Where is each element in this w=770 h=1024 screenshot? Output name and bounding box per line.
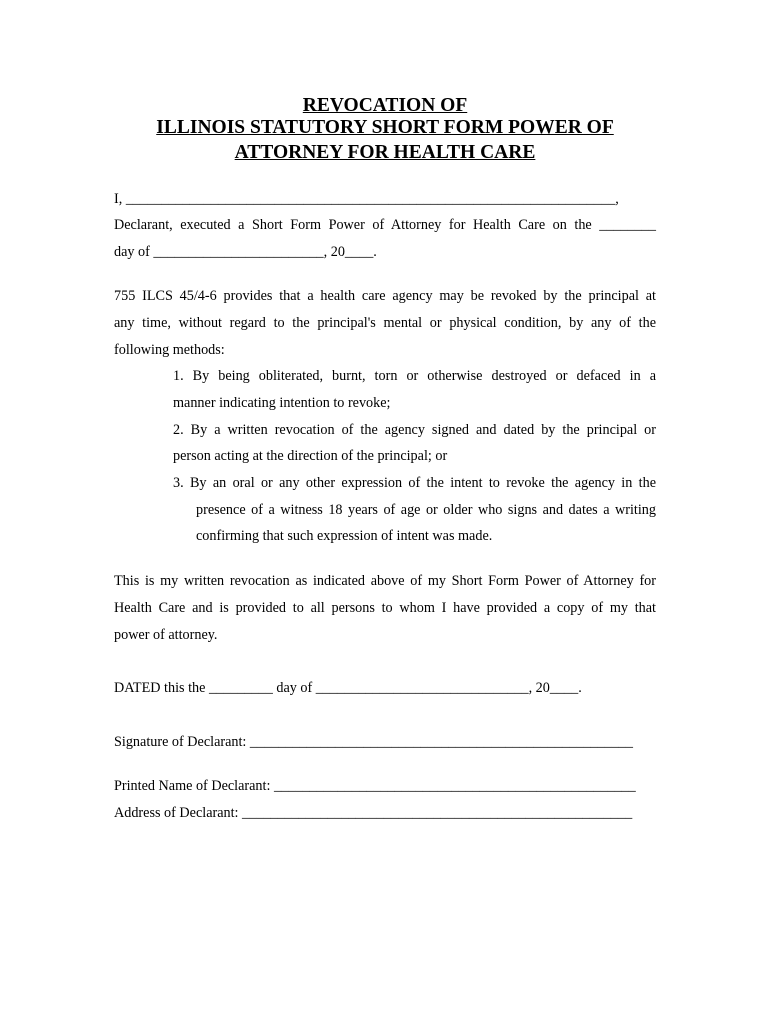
method-1-line-2: manner indicating intention to revoke; — [173, 395, 391, 411]
declarant-executed-line: Declarant, executed a Short Form Power of Attorney for Health Care on the ________ — [114, 217, 656, 233]
statute-line-3: following methods: — [114, 342, 225, 358]
method-3-line-3: confirming that such expression of intent was made. — [196, 528, 493, 544]
method-3-line-2: presence of a witness 18 years of age or older who signs and dates a writing — [196, 502, 656, 518]
revocation-line-2: Health Care and is provided to all persons to whom I have provided a copy of my that — [114, 600, 656, 616]
title-line-3: ATTORNEY FOR HEALTH CARE — [234, 142, 536, 163]
revocation-line-1: This is my written revocation as indicated above of my Short Form Power of Attorney for — [114, 573, 656, 589]
declarant-name-line: I, _____________________________________________________________________, — [114, 191, 619, 207]
method-1-line-1: 1. By being obliterated, burnt, torn or otherwise destroyed or defaced in a — [173, 368, 656, 384]
printed-name-line: Printed Name of Declarant: ___________________________________________________ — [114, 778, 636, 794]
dated-line: DATED this the _________ day of ______________________________, 20____. — [114, 680, 582, 696]
method-2-line-1: 2. By a written revocation of the agency signed and dated by the principal or — [173, 422, 656, 438]
signature-line: Signature of Declarant: ______________________________________________________ — [114, 734, 633, 750]
address-line: Address of Declarant: _______________________________________________________ — [114, 805, 633, 821]
title-line-2: ILLINOIS STATUTORY SHORT FORM POWER OF — [156, 117, 614, 138]
declarant-date-line: day of ________________________, 20____. — [114, 244, 377, 260]
title-line-1: REVOCATION OF — [302, 95, 468, 116]
method-3-line-1: 3. By an oral or any other expression of the intent to revoke the agency in the — [173, 475, 656, 491]
revocation-line-3: power of attorney. — [114, 627, 218, 643]
statute-line-1: 755 ILCS 45/4-6 provides that a health care agency may be revoked by the principal at — [114, 288, 656, 304]
statute-line-2: any time, without regard to the principal's mental or physical condition, by any of the — [114, 315, 656, 331]
method-2-line-2: person acting at the direction of the principal; or — [173, 448, 448, 464]
